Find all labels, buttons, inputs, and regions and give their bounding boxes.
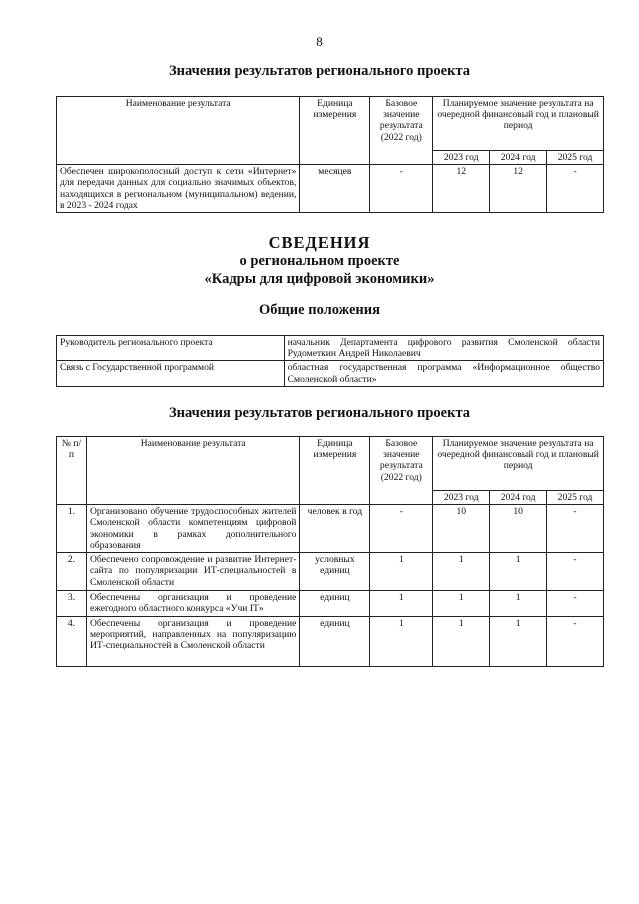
header-num: № п/п: [57, 437, 87, 505]
section1-title: Значения результатов регионального проекта: [168, 63, 471, 79]
result-unit: человек в год: [300, 505, 370, 553]
info-label: Руководитель регионального проекта: [57, 336, 285, 361]
table-row: [57, 165, 604, 213]
info-value: начальник Департамента цифрового развития Смоленской области Рудометкин Андрей Николаевич: [284, 336, 603, 361]
header-planned: Планируемое значение результата на очередной финансовый год и плановый период: [433, 97, 604, 151]
header-year-2025: 2025 год: [547, 151, 604, 165]
header-base: Базовое значение результата (2022 год): [370, 437, 433, 505]
result-2023: 1: [433, 616, 490, 666]
header-name: Наименование результата: [86, 437, 300, 505]
result-name: Обеспечен широкополосный доступ к сети «Интернет» для передачи данных для социально значимых объектов, находящихся в региональном (муниципальном) ведении, в 2023 - 2024 годах: [57, 165, 300, 213]
table-row: [57, 336, 604, 361]
header-planned: Планируемое значение результата на очередной финансовый год и плановый период: [433, 437, 604, 491]
result-2025: -: [547, 591, 604, 616]
result-2025: -: [547, 505, 604, 553]
general-title: Общие положения: [259, 302, 380, 318]
table-row: [57, 361, 604, 386]
header-year-2024: 2024 год: [490, 151, 547, 165]
header-year-2023: 2023 год: [433, 151, 490, 165]
result-base: 1: [370, 591, 433, 616]
result-base: 1: [370, 553, 433, 591]
section2-title: Значения результатов регионального проекта: [168, 405, 471, 421]
results-table-2: [56, 436, 604, 667]
header-year-2024: 2024 год: [490, 491, 547, 505]
result-2023: 10: [433, 505, 490, 553]
result-2024: 10: [490, 505, 547, 553]
info-title-sub: о региональном проекте: [239, 253, 400, 269]
result-2024: 12: [490, 165, 547, 213]
table-row: [57, 591, 604, 616]
header-base: Базовое значение результата (2022 год): [370, 97, 433, 165]
row-num: 2.: [57, 553, 87, 591]
table-row: [57, 505, 604, 553]
header-year-2025: 2025 год: [547, 491, 604, 505]
result-unit: единиц: [300, 616, 370, 666]
result-2025: -: [547, 165, 604, 213]
header-year-2023: 2023 год: [433, 491, 490, 505]
result-name: Обеспечено сопровождение и развитие Интернет-сайта по популяризации ИТ-специальностей в Смоленской области: [86, 553, 300, 591]
header-unit: Единица измерения: [300, 437, 370, 505]
result-2023: 1: [433, 591, 490, 616]
result-2025: -: [547, 616, 604, 666]
info-title-project: «Кадры для цифровой экономики»: [204, 271, 435, 287]
row-num: 4.: [57, 616, 87, 666]
result-2023: 12: [433, 165, 490, 213]
table-row: [57, 553, 604, 591]
general-info-table: [56, 335, 604, 387]
result-2024: 1: [490, 553, 547, 591]
result-unit: месяцев: [300, 165, 370, 213]
result-base: -: [370, 165, 433, 213]
result-base: -: [370, 505, 433, 553]
row-num: 1.: [57, 505, 87, 553]
result-2023: 1: [433, 553, 490, 591]
table-row: [57, 616, 604, 666]
result-base: 1: [370, 616, 433, 666]
page-number: 8: [316, 34, 323, 49]
result-unit: единиц: [300, 591, 370, 616]
result-name: Обеспечены организация и проведение мероприятий, направленных на популяризацию ИТ-специальностей в Смоленской области: [86, 616, 300, 666]
result-2024: 1: [490, 616, 547, 666]
result-2025: -: [547, 553, 604, 591]
result-name: Обеспечены организация и проведение ежегодного областного конкурса «Учи IT»: [86, 591, 300, 616]
result-unit: условных единиц: [300, 553, 370, 591]
info-value: областная государственная программа «Информационное общество Смоленской области»: [284, 361, 603, 386]
header-name: Наименование результата: [57, 97, 300, 165]
info-label: Связь с Государственной программой: [57, 361, 285, 386]
info-title-main: СВЕДЕНИЯ: [268, 233, 371, 252]
results-table-1: [56, 96, 604, 213]
row-num: 3.: [57, 591, 87, 616]
header-unit: Единица измерения: [300, 97, 370, 165]
result-name: Организовано обучение трудоспособных жителей Смоленской области компетенциям цифровой экономики в рамках дополнительного образования: [86, 505, 300, 553]
result-2024: 1: [490, 591, 547, 616]
